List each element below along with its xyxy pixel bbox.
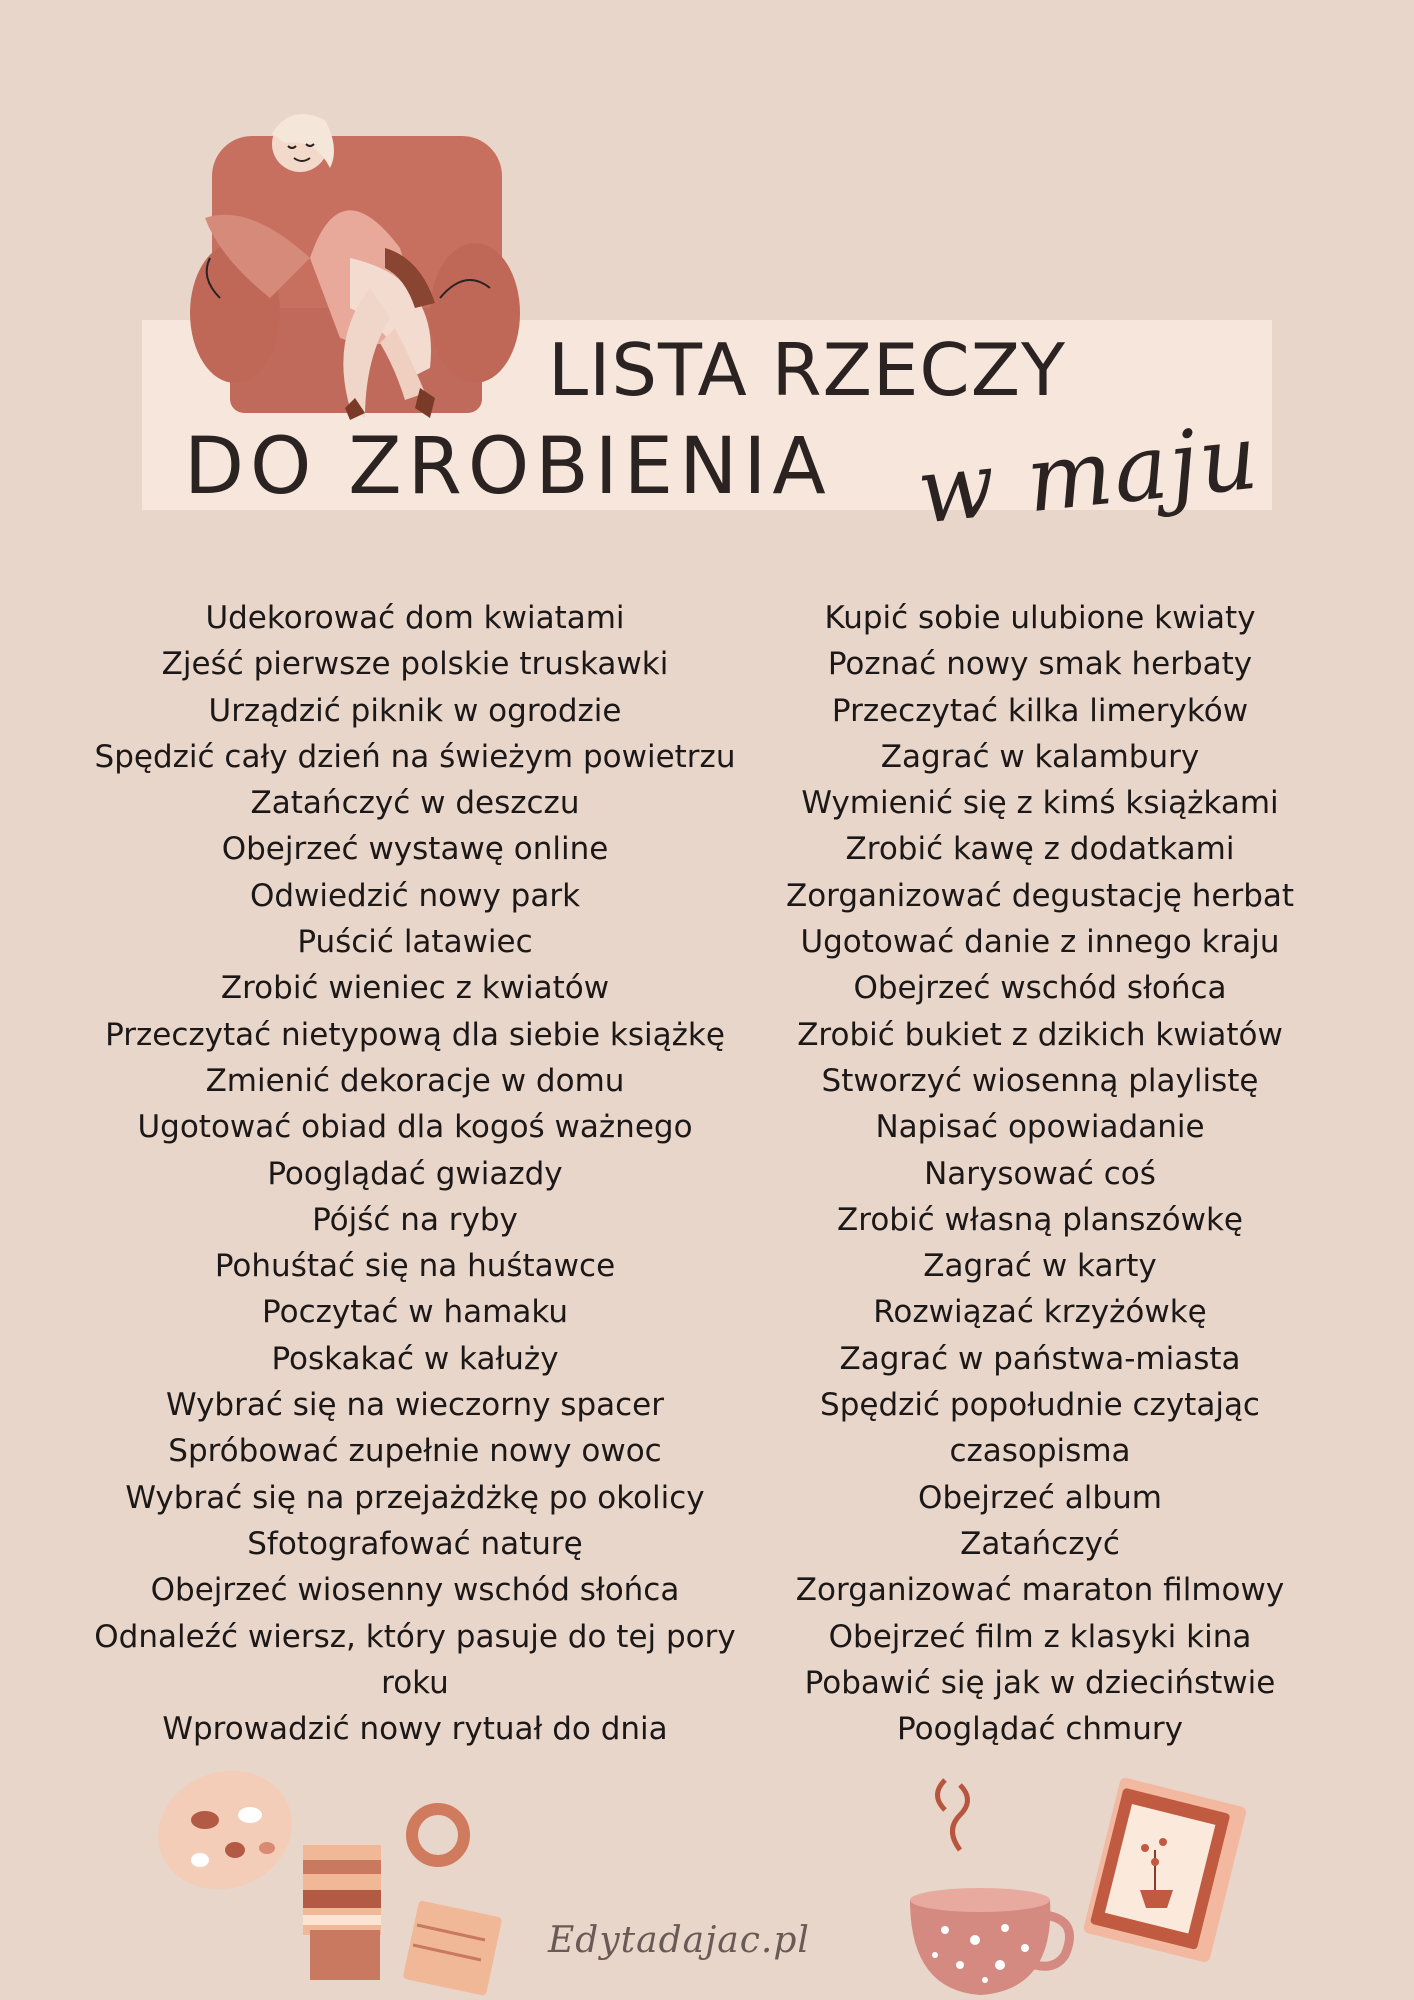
list-item: Wybrać się na wieczorny spacer [165,1387,664,1424]
list-item: Obejrzeć wschód słońca [853,970,1227,1007]
activity-list-right [765,595,1315,1752]
list-item: Spędzić cały dzień na świeżym powietrzu [94,738,736,775]
list-item: Ugotować danie z innego kraju [800,924,1280,961]
list-item: Zorganizować maraton filmowy [795,1572,1285,1609]
list-item: Zatańczyć [960,1525,1120,1562]
list-item: Zrobić wieniec z kwiatów [220,970,610,1007]
title-line-2: DO ZROBIENIA [184,422,832,512]
coffee-cup-icon [905,1770,1265,2000]
list-item: Stworzyć wiosenną playlistę [821,1062,1259,1099]
list-item: Udekorować dom kwiatami [205,600,625,636]
website-signature: Edytadajac.pl [548,1920,810,1961]
list-item: Urządzić piknik w ogrodzie [208,692,622,729]
list-item: Zagrać w państwa-miasta [839,1340,1241,1377]
list-item: Kupić sobie ulubione kwiaty [824,600,1256,636]
list-item: Pójść na ryby [312,1201,518,1238]
list-item: Spróbować zupełnie nowy owoc [168,1433,662,1470]
subtitle-script: w maju [912,404,1265,545]
list-item: Odnaleźć wiersz, który pasuje do tej pory roku [94,1618,736,1701]
list-item: Poznać nowy smak herbaty [827,646,1253,683]
list-item: Obejrzeć wystawę online [221,831,609,868]
list-item: Narysować coś [924,1155,1156,1192]
list-item: Wymienić się z kimś książkami [801,785,1279,822]
woman-in-armchair-illustration [190,108,530,428]
list-item: Sfotografować naturę [247,1525,583,1562]
list-item: Rozwiązać krzyżówkę [873,1294,1207,1331]
activity-list-left [80,595,750,1752]
list-item: Zrobić kawę z dodatkami [845,831,1235,868]
list-item: Poskakać w kałuży [271,1340,559,1377]
list-item: Pohuśtać się na huśtawce [214,1248,616,1285]
list-item: Zmienić dekoracje w domu [205,1062,625,1099]
list-item: Przeczytać nietypową dla siebie książkę [105,1016,725,1053]
list-item: Zagrać w kalambury [880,738,1200,775]
list-item: Obejrzeć film z klasyki kina [828,1618,1252,1655]
list-item: Zatańczyć w deszczu [250,785,580,822]
list-item: Wybrać się na przejażdżkę po okolicy [125,1479,705,1516]
list-item: Obejrzeć album [918,1479,1162,1516]
list-item: Puścić latawiec [297,924,533,961]
list-item: Zorganizować degustację herbat [785,877,1295,914]
list-item: Spędzić popołudnie czytając czasopisma [820,1387,1260,1470]
list-item: Ugotować obiad dla kogoś ważnego [137,1109,693,1146]
list-item: Wprowadzić nowy rytuał do dnia [162,1711,668,1748]
list-item: Zagrać w karty [923,1248,1157,1285]
list-item: Odwiedzić nowy park [249,877,581,914]
list-item: Pobawić się jak w dzieciństwie [804,1664,1276,1701]
title-line-1: LISTA RZECZY [548,328,1067,412]
list-item: Pooglądać gwiazdy [267,1155,563,1192]
list-item: Pooglądać chmury [896,1711,1183,1748]
list-item: Zrobić własną planszówkę [837,1201,1243,1238]
list-item: Zjeść pierwsze polskie truskawki [161,646,669,683]
paint-palette-icon [155,1760,515,2000]
list-item: Przeczytać kilka limeryków [831,692,1249,729]
list-item: Poczytać w hamaku [262,1294,568,1331]
list-item: Obejrzeć wiosenny wschód słońca [150,1572,680,1609]
list-item: Zrobić bukiet z dzikich kwiatów [797,1016,1283,1053]
list-item: Napisać opowiadanie [875,1109,1205,1146]
